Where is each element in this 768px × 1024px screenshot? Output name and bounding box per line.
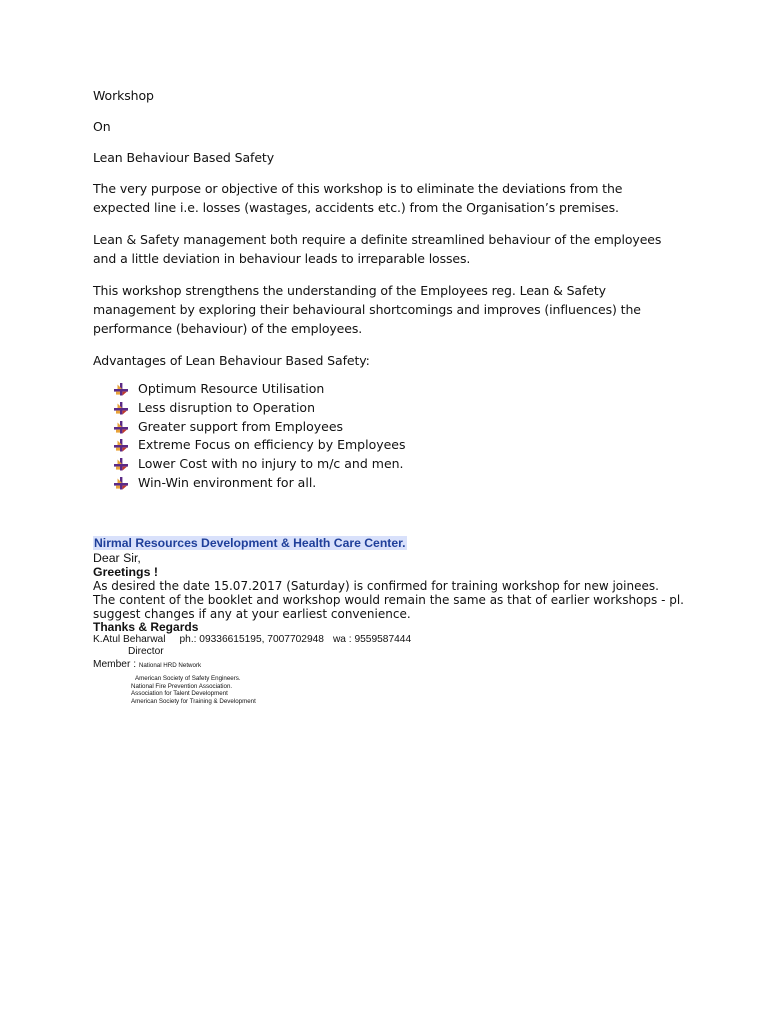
greeting: Greetings ! bbox=[93, 564, 158, 579]
member-line bbox=[93, 658, 693, 673]
paragraph-purpose: The very purpose or objective of this workshop is to eliminate the deviations from the expected line i.e. losses (wastages, accidents etc.) from the Organisation’s premises. bbox=[93, 181, 623, 215]
doc-subtitle: Lean Behaviour Based Safety bbox=[93, 150, 275, 165]
advantage-text: Optimum Resource Utilisation bbox=[138, 381, 325, 396]
list-item bbox=[114, 474, 683, 493]
membership-item: American Society of Safety Engineers. bbox=[135, 675, 241, 682]
advantages-list bbox=[93, 380, 683, 493]
doc-on: On bbox=[93, 119, 111, 134]
advantage-text: Greater support from Employees bbox=[138, 418, 344, 434]
closing: Thanks & Regards bbox=[93, 620, 199, 634]
workshop-description bbox=[93, 86, 683, 493]
advantage-text: Lower Cost with no injury to m/c and men. bbox=[138, 456, 404, 472]
arrow-cross-bullet-icon bbox=[114, 439, 129, 452]
letter-block bbox=[93, 534, 693, 705]
doc-title: Workshop bbox=[93, 88, 154, 103]
membership-item: National Fire Prevention Association. bbox=[131, 682, 233, 690]
arrow-cross-bullet-icon bbox=[114, 477, 129, 490]
whatsapp-number: wa : 9559587444 bbox=[332, 634, 412, 645]
member-label: Member : bbox=[93, 659, 137, 670]
signatory-name: K.Atul Beharwal bbox=[93, 634, 166, 645]
letter-body-line: suggest changes if any at your earliest convenience. bbox=[93, 607, 411, 621]
advantage-text: Win-Win environment for all. bbox=[138, 474, 317, 490]
designation: Director bbox=[128, 646, 164, 657]
paragraph-strengthens: This workshop strengthens the understanding of the Employees reg. Lean & Safety management by exploring their behavioural shortcomings and improves (influences) the performance (behaviour) of the employees. bbox=[93, 283, 641, 336]
advantages-heading: Advantages of Lean Behaviour Based Safety: bbox=[93, 353, 370, 368]
list-item bbox=[114, 399, 683, 418]
arrow-cross-bullet-icon bbox=[114, 458, 129, 471]
arrow-cross-bullet-icon bbox=[114, 383, 129, 396]
letter-body-line: The content of the booklet and workshop would remain the same as that of earlier workshops - pl. bbox=[93, 593, 684, 607]
advantage-text: Less disruption to Operation bbox=[138, 399, 315, 415]
letter-body-line: As desired the date 15.07.2017 (Saturday) is confirmed for training workshop for new joinees. bbox=[93, 579, 659, 593]
salutation: Dear Sir, bbox=[93, 551, 141, 565]
arrow-cross-bullet-icon bbox=[114, 421, 129, 434]
list-item bbox=[114, 455, 683, 474]
advantage-text: Extreme Focus on efficiency by Employees bbox=[138, 437, 406, 453]
membership-item: American Society for Training & Development bbox=[131, 697, 256, 705]
paragraph-management: Lean & Safety management both require a definite streamlined behaviour of the employees and a little deviation in behaviour leads to irreparable losses. bbox=[93, 232, 662, 266]
list-item bbox=[114, 380, 683, 399]
arrow-cross-bullet-icon bbox=[114, 402, 129, 415]
list-item bbox=[114, 436, 683, 455]
signature-line bbox=[93, 634, 693, 646]
membership-item: Association for Talent Development bbox=[131, 690, 228, 698]
list-item bbox=[114, 418, 683, 437]
membership-item: National HRD Network bbox=[138, 662, 202, 669]
organization-name: Nirmal Resources Development & Health Care Center. bbox=[94, 536, 406, 550]
phone-numbers: ph.: 09336615195, 7007702948 bbox=[179, 634, 324, 645]
